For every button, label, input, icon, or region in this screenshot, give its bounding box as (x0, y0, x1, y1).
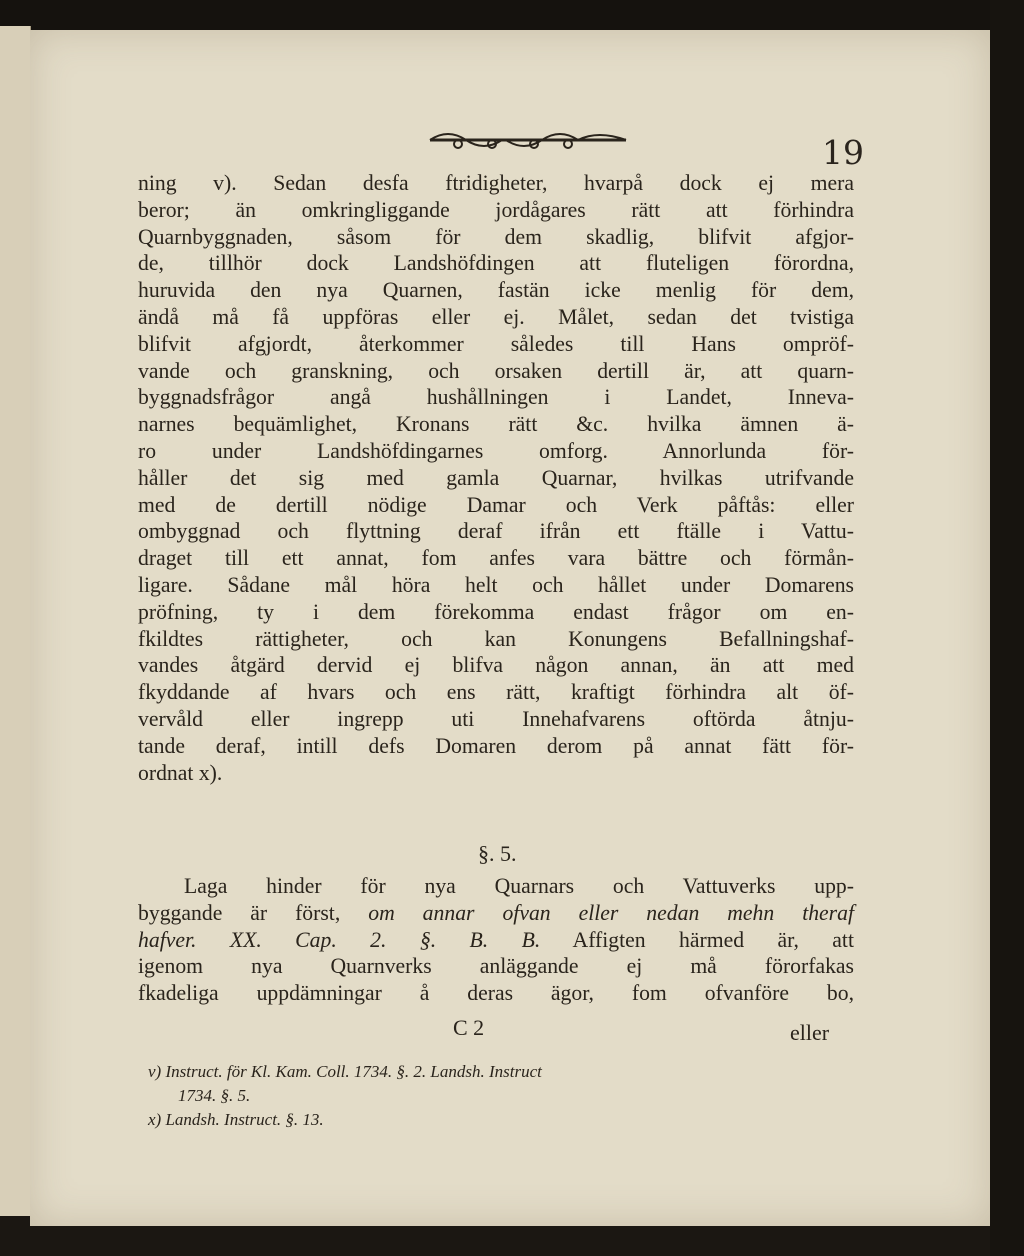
text-line: Quarnbyggnaden, såsom för dem skadlig, blifvit afgjor- (138, 224, 854, 249)
scan-border-right (990, 0, 1024, 1256)
section-heading: §. 5. (478, 841, 517, 866)
text-line: ligare. Sådane mål höra helt och hållet under Domarens (138, 572, 854, 597)
book-page (30, 30, 990, 1226)
text-line: fkildtes rättigheter, och kan Konungens Befallningshaf- (138, 626, 854, 651)
page-number: 19 (822, 133, 864, 172)
section-text (138, 873, 854, 1007)
legal-citation: hafver. XX. Cap. 2. §. B. B. (138, 927, 541, 952)
footnote-v-continued: 1734. §. 5. (178, 1086, 251, 1105)
footnote-x: x) Landsh. Instruct. §. 13. (148, 1110, 324, 1129)
text-line: med de dertill nödige Damar och Verk påftås: eller (138, 492, 854, 517)
text-line: håller det sig med gamla Quarnar, hvilkas utrifvande (138, 465, 854, 490)
text-line: vandes åtgärd dervid ej blifva någon annan, än att med (138, 653, 854, 678)
catchword: eller (790, 1020, 830, 1045)
text-run: Affigten härmed är, att (540, 927, 854, 952)
text-line: ordnat x). (138, 760, 223, 785)
text-run: byggande är först, (138, 900, 369, 925)
text-line: ro under Landshöfdingarnes omforg. Annorlunda för- (138, 438, 854, 463)
signature-mark: C 2 (453, 1015, 485, 1040)
text-line (138, 927, 854, 954)
printer-ornament-icon (428, 126, 628, 154)
text-line (138, 900, 854, 927)
text-line: de, tillhör dock Landshöfdingen att fluteligen förordna, (138, 251, 854, 276)
body-text (138, 170, 854, 786)
text-line: tande deraf, intill defs Domaren derom på annat fätt för- (138, 733, 854, 758)
text-line: byggnadsfrågor angå hushållningen i Landet, Inneva- (138, 385, 854, 410)
text-line: ombyggnad och flyttning deraf ifrån ett ftälle i Vattu- (138, 519, 854, 544)
text-line: vande och granskning, och orsaken dertill är, att quarn- (138, 358, 854, 383)
legal-quote: om annar ofvan eller nedan mehn theraf (368, 900, 854, 925)
text-line: fkyddande af hvars och ens rätt, kraftigt förhindra alt öf- (138, 680, 854, 705)
facing-page-edge (0, 26, 31, 1216)
scan-border-top (0, 0, 1024, 30)
text-line: Laga hinder för nya Quarnars och Vattuverks upp- (184, 874, 854, 898)
text-line: vervåld eller ingrepp uti Innehafvarens oftörda åtnju- (138, 706, 854, 731)
footnotes (148, 1060, 858, 1132)
text-line: huruvida den nya Quarnen, fastän icke menlig för dem, (138, 278, 854, 303)
text-line: ning v). Sedan desfa ftridigheter, hvarpå dock ej mera (138, 171, 854, 195)
text-line: narnes bequämlighet, Kronans rätt &c. hvilka ämnen ä- (138, 412, 854, 437)
text-line: pröfning, ty i dem förekomma endast frågor om en- (138, 599, 854, 624)
text-line: beror; än omkringliggande jordågares rätt att förhindra (138, 197, 854, 222)
text-line: fkadeliga uppdämningar å deras ägor, fom ofvanföre bo, (138, 981, 854, 1006)
text-line: igenom nya Quarnverks anläggande ej må förorfakas (138, 954, 854, 979)
text-line: ändå må få uppföras eller ej. Målet, sedan det tvistiga (138, 304, 854, 329)
text-line: blifvit afgjordt, återkommer således till Hans ompröf- (138, 331, 854, 356)
footnote-v: v) Instruct. för Kl. Kam. Coll. 1734. §. 2. Landsh. Instruct (148, 1062, 542, 1081)
text-line: draget till ett annat, fom anfes vara bättre och förmån- (138, 546, 854, 571)
